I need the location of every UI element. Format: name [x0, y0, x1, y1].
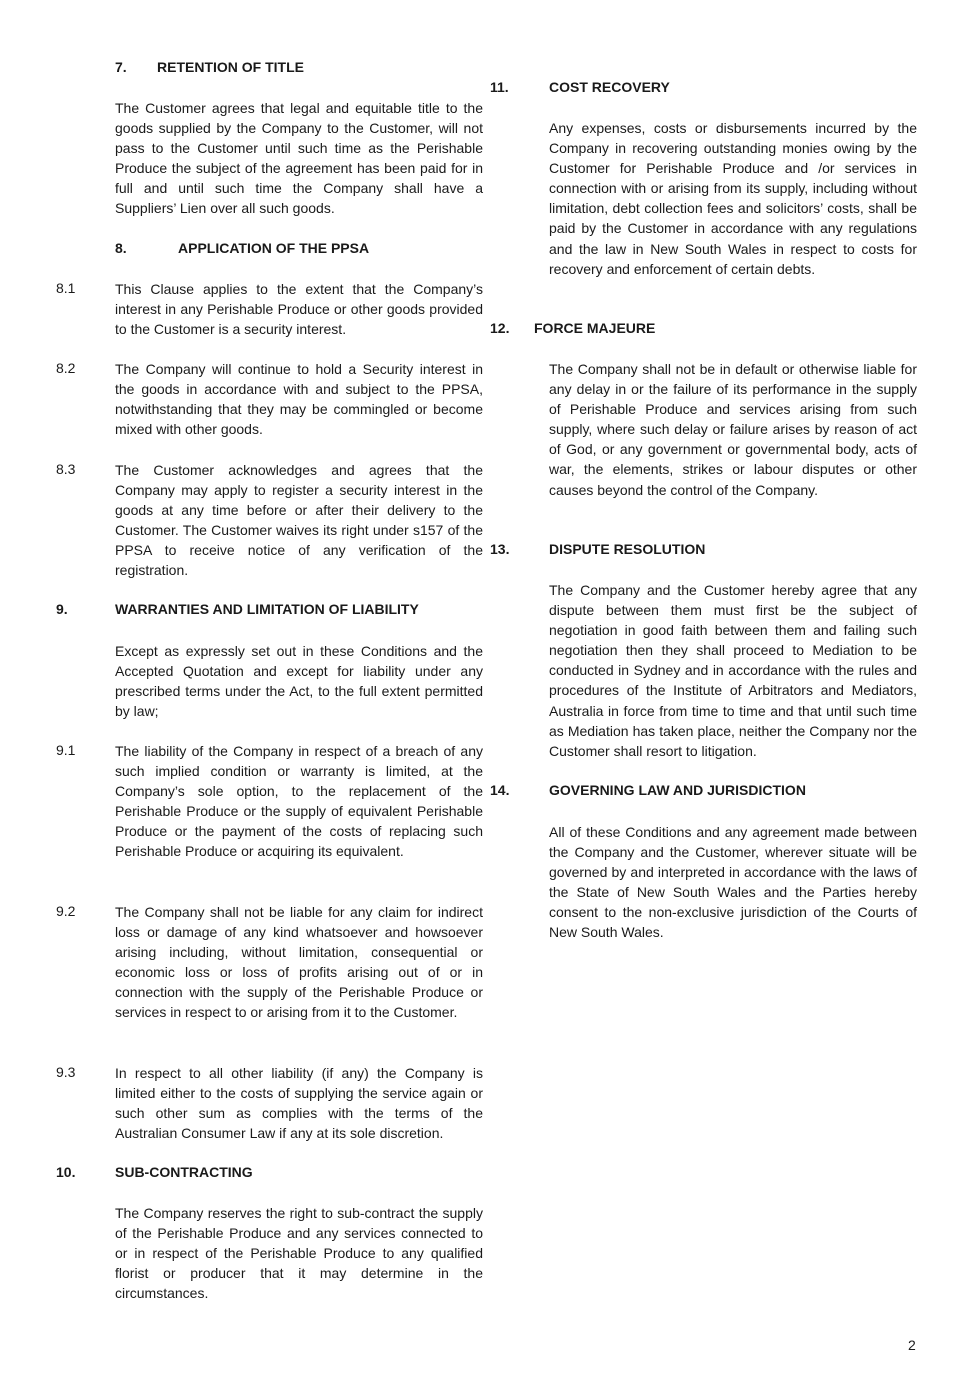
- clause-8-3-body: The Customer acknowledges and agrees that the Company may apply to register a security interest in the goods at any time before or after their delivery to the Customer. The Customer waives its right under s157 of the PPSA to receive notice of any verification of the registration.: [115, 462, 483, 579]
- clause-8-2-body: The Company will continue to hold a Security interest in the goods in accordance with and subject to the PPSA, notwithstanding that they may be commingled or become mixed with other goods.: [115, 361, 483, 438]
- section-8-number: 8.: [115, 240, 127, 256]
- clause-9-3-body: In respect to all other liability (if any) the Company is limited either to the costs of supplying the service again or such other sum as complies with the terms of the Australian Consumer Law if any at its sole discretion.: [115, 1065, 483, 1142]
- clause-9-2-number: 9.2: [56, 903, 76, 919]
- section-13-body: The Company and the Customer hereby agree that any dispute between them must first be the subject of negotiation in good faith between them and failing such negotiation then they shall proceed to Mediation to be conducted in Sydney and in accordance with the rules and procedures of the Institute of Arbitrators and Mediators, Australia in force from time to time and that until such time as Mediation has taken place, neither the Company nor the Customer shall resort to litigation.: [549, 582, 917, 759]
- section-7-body: The Customer agrees that legal and equitable title to the goods supplied by the Company to the Customer, will not pass to the Customer until such time as the Perishable Produce the subject of the agreement has been paid for in full and until such time the Company shall have a Suppliers’ Lien over all such goods.: [115, 100, 483, 217]
- section-7-number: 7.: [115, 59, 127, 75]
- clause-9-1-number: 9.1: [56, 742, 76, 758]
- section-13-title: DISPUTE RESOLUTION: [549, 541, 706, 557]
- section-10-title: SUB-CONTRACTING: [115, 1164, 253, 1180]
- clause-8-2-number: 8.2: [56, 360, 76, 376]
- clause-8-1-body: This Clause applies to the extent that the Company’s interest in any Perishable Produce or other goods provided to the Customer is a security interest.: [115, 281, 483, 338]
- section-14-body: All of these Conditions and any agreement made between the Company and the Customer, wherever situate will be governed by and interpreted in accordance with the laws of the State of New South Wales and the Parties hereby consent to the non-exclusive jurisdiction of the Courts of New South Wales.: [549, 824, 917, 941]
- section-14-number: 14.: [490, 782, 510, 798]
- clause-9-2-body: The Company shall not be liable for any claim for indirect loss or damage of any kind whatsoever and howsoever arising including, without limitation, consequential or economic loss or loss of profits arising out of or in connection with the supply of the Perishable Produce or services in respect to or arising from it to the Customer.: [115, 904, 483, 1021]
- clause-9-3-number: 9.3: [56, 1064, 76, 1080]
- section-14-title: GOVERNING LAW AND JURISDICTION: [549, 782, 806, 798]
- section-12-body: The Company shall not be in default or otherwise liable for any delay in or the failure of its performance in the supply of Perishable Produce and services arising from such supply, where such delay or failure arises by reason of act of God, or any government or governmental body, acts of war, the elements, strikes or labour disputes or other causes beyond the control of the Company.: [549, 361, 917, 498]
- section-11-number: 11.: [490, 79, 509, 95]
- section-7-title: RETENTION OF TITLE: [157, 59, 304, 75]
- section-8-title: APPLICATION OF THE PPSA: [178, 240, 370, 256]
- section-10-body: The Company reserves the right to sub-contract the supply of the Perishable Produce and any services connected to or in respect of the Perishable Produce to any qualified florist or producer that it may determine in the circumstances.: [115, 1205, 483, 1302]
- section-11-body: Any expenses, costs or disbursements incurred by the Company in recovering outstanding monies owing by the Customer for Perishable Produce and /or services in connection with or arising from its supply, including without limitation, debt collection fees and solicitors’ costs, shall be paid by the Customer in accordance with any regulations and the law in New South Wales in respect to costs for recovery and enforcement of certain debts.: [549, 120, 917, 277]
- section-12-number: 12.: [490, 320, 510, 336]
- section-12-title: FORCE MAJEURE: [534, 320, 656, 336]
- section-11-title: COST RECOVERY: [549, 79, 670, 95]
- page-number: 2: [908, 1337, 916, 1353]
- section-9-title: WARRANTIES AND LIMITATION OF LIABILITY: [115, 601, 419, 617]
- section-9-body: Except as expressly set out in these Conditions and the Accepted Quotation and except for liability under any prescribed terms under the Act, to the full extent permitted by law;: [115, 643, 483, 720]
- clause-8-1-number: 8.1: [56, 280, 76, 296]
- clause-9-1-body: The liability of the Company in respect of a breach of any such implied condition or warranty is limited, at the Company’s sole option, to the replacement of the Perishable Produce or the supply of equivalent Perishable Produce or the payment of the costs of replacing such Perishable Produce or acquiring its equivalent.: [115, 743, 483, 860]
- section-13-number: 13.: [490, 541, 510, 557]
- section-10-number: 10.: [56, 1164, 76, 1180]
- clause-8-3-number: 8.3: [56, 461, 76, 477]
- section-9-number: 9.: [56, 601, 68, 617]
